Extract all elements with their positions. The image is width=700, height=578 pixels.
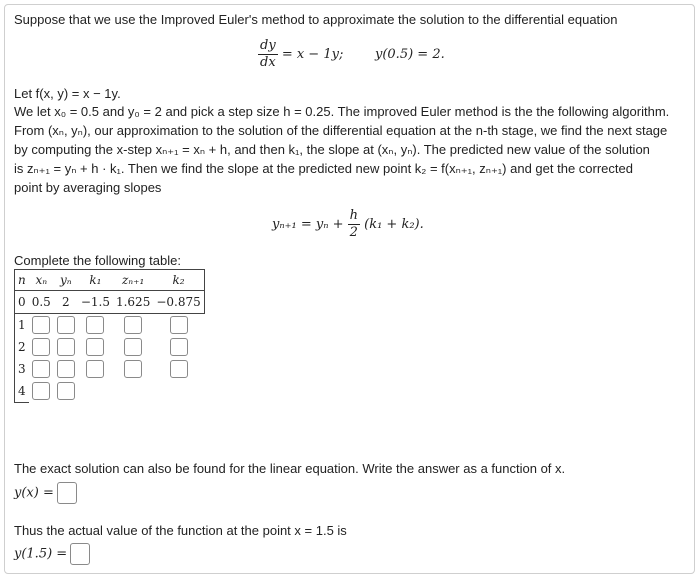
y1-input[interactable] [57,316,75,334]
table-header-row [15,270,205,291]
k1-row2-input[interactable] [86,338,104,356]
initial-condition: y(0.5) = 2. [375,47,445,62]
intro-text: Suppose that we use the Improved Euler's method to approximate the solution to the differential equation [14,12,618,27]
value-prompt: Thus the actual value of the function at the point x = 1.5 is [14,523,347,538]
x2-input[interactable] [32,338,50,356]
table-row: 1 [15,314,205,337]
header-n: n [15,270,29,291]
value-answer-line: y(1.5) = [14,543,90,565]
ode-equation [258,38,343,71]
x4-input[interactable] [32,382,50,400]
k1-row1-input[interactable] [86,316,104,334]
k1-row3-input[interactable] [86,360,104,378]
exact-solution-input[interactable] [57,482,77,504]
update-formula: yₙ₊₁ = yₙ + $\frac{h}{2}$ (k₁ + k₂). [272,208,424,240]
y-at-1.5-input[interactable] [70,543,90,565]
header-zn1: zₙ₊₁ [113,270,153,291]
k2-row1-input[interactable] [170,316,188,334]
k2-row2-input[interactable] [170,338,188,356]
table-prompt: Complete the following table: [14,253,181,268]
z2-input[interactable] [124,316,142,334]
para-line-2: From (xₙ, yₙ), our approximation to the solution of the differential equation at the n-th stage, we find the next stage [14,123,668,138]
header-k1: k₁ [78,270,113,291]
header-k2: k₂ [153,270,204,291]
exact-answer-line: y(x) = [14,482,77,504]
para-line-3: by computing the x-step xₙ₊₁ = xₙ + h, and then k₁, the slope at (xₙ, yₙ). The predicted new value of the solution [14,142,650,157]
table-row: 0 0.5 2 −1.5 1.625 −0.875 [15,291,205,314]
x1-input[interactable] [32,316,50,334]
let-f-text: Let f(x, y) = x − 1y. [14,86,121,101]
z4-input[interactable] [124,360,142,378]
derivative-fraction: $\frac{dy}{dx}$ [260,38,276,70]
header-xn: xₙ [29,270,54,291]
x3-input[interactable] [32,360,50,378]
k2-row3-input[interactable] [170,360,188,378]
euler-table [14,269,205,403]
ode-rhs: = x − 1y; [281,47,344,62]
y2-input[interactable] [57,338,75,356]
table-row: 2 [15,336,205,358]
para-line-5: point by averaging slopes [14,180,162,195]
y4-input[interactable] [57,382,75,400]
exact-prompt: The exact solution can also be found for the linear equation. Write the answer as a function of x. [14,461,566,476]
header-yn: yₙ [54,270,78,291]
table-row: 4 [15,380,205,403]
para-line-1: We let x₀ = 0.5 and y₀ = 2 and pick a step size h = 0.25. The improved Euler method is the the following algorithm. [14,104,670,119]
z3-input[interactable] [124,338,142,356]
h-over-2-fraction: $\frac{h}{2}$ [349,208,358,240]
para-line-4: is zₙ₊₁ = yₙ + h · k₁. Then we find the slope at the predicted new point k₂ = f(xₙ₊₁, zₙ₊₁) and get the corrected [14,161,633,176]
table-row: 3 [15,358,205,380]
y3-input[interactable] [57,360,75,378]
